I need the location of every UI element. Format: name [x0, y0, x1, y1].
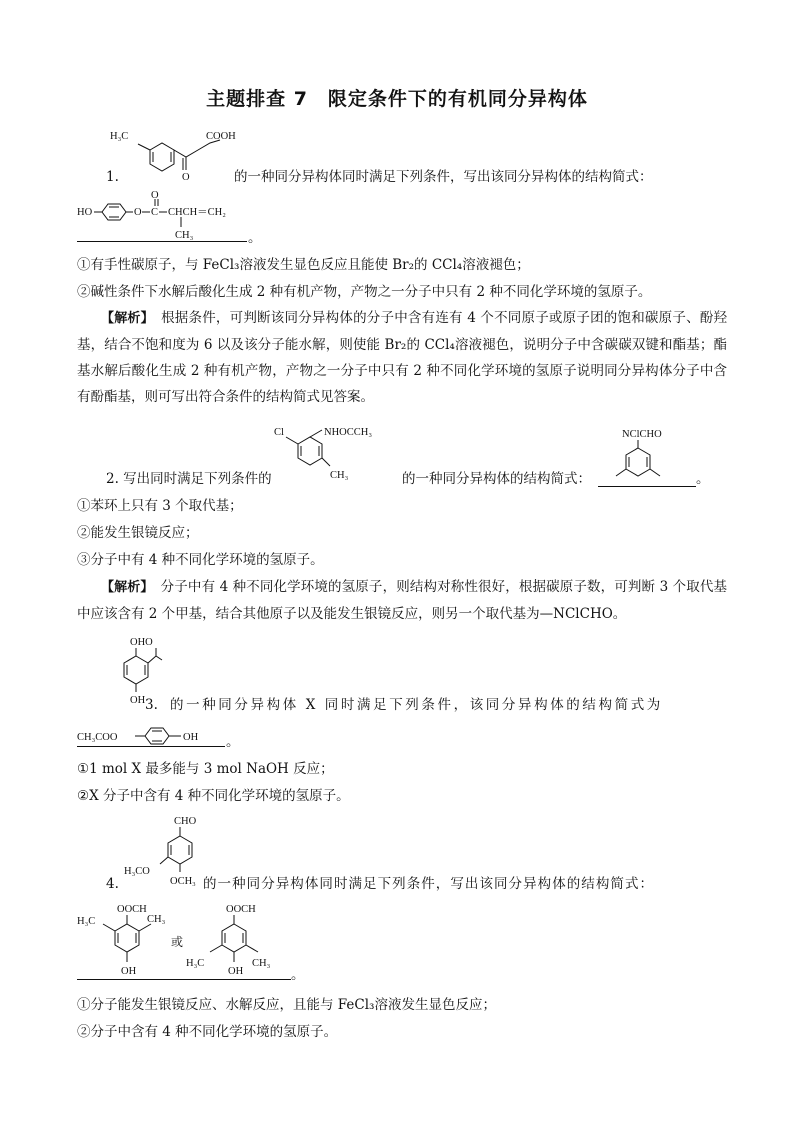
q4-a-ch3: CH₃: [147, 914, 166, 925]
q2-analysis-text: 分子中有 4 种不同化学环境的氢原子，则结构对称性很好，根据碳原子数，可判断 3 个取代基中应该含有 2 个甲基，结合其他原子以及能发生银镜反应，则另一个取代基为—NClCHO。: [77, 579, 728, 622]
q4-answer-underline: [77, 979, 291, 980]
q1-end-mark: 。: [248, 230, 262, 246]
q4-condition-1: ①分子能发生银镜反应、水解反应，且能与 FeCl₃溶液发生显色反应；: [77, 997, 496, 1013]
q1-ans-ho: HO: [77, 207, 93, 218]
q1-analysis: [77, 305, 727, 410]
q2-end-mark: 。: [696, 471, 710, 487]
q1-stem: 的一种同分异构体同时满足下列条件，写出该同分异构体的结构简式：: [234, 169, 653, 185]
q3-answer-underline: [77, 746, 225, 747]
q1-answer-underline: [77, 241, 247, 242]
q1-ans-o2: O: [151, 190, 159, 201]
q4-end-mark: 。: [291, 967, 305, 983]
q3-number: 3.: [145, 697, 158, 713]
q1-analysis-tag: 【解析】: [101, 311, 148, 326]
q4-number: 4.: [106, 876, 119, 892]
q2-analysis: [77, 574, 727, 627]
q2-stem-suffix: 的一种同分异构体的结构简式：: [402, 471, 591, 487]
q4-cho-label: CHO: [174, 816, 197, 827]
q3-oh-label: OH: [130, 695, 146, 706]
q1-number: 1.: [106, 169, 119, 185]
q4-a-h3c: H₃C: [77, 916, 96, 927]
q4-och3-label: OCH₃: [170, 876, 196, 887]
q3-ans-left: CH₃COO: [77, 732, 118, 743]
q1-acid-label: COOH: [206, 131, 236, 142]
q4-answer-b-structure: [186, 902, 286, 978]
page-title: 主题排查 7 限定条件下的有机同分异构体: [206, 88, 588, 110]
q2-condition-3: ③分子中有 4 种不同化学环境的氢原子。: [77, 552, 324, 568]
q3-ans-right: OH: [183, 732, 199, 743]
q3-condition-1: ①1 mol X 最多能与 3 mol NaOH 反应；: [77, 761, 334, 777]
q3-end-mark: 。: [226, 734, 240, 750]
q3-stem: 的一种同分异构体 X 同时满足下列条件，该同分异构体的结构简式为: [170, 697, 663, 713]
q1-reactant-structure: [110, 128, 250, 188]
q2-condition-2: ②能发生银镜反应；: [77, 525, 199, 541]
q1-condition-2: ②碱性条件下水解后酸化生成 2 种有机产物，产物之一分子中只有 2 种不同化学环境的氢原子。: [77, 284, 652, 300]
q1-ans-c: C: [151, 207, 159, 218]
q4-condition-2: ②分子中含有 4 种不同化学环境的氢原子。: [77, 1024, 338, 1040]
q2-answer-underline: [598, 486, 696, 487]
q1-answer-structure: [77, 190, 247, 241]
q2-condition-1: ①苯环上只有 3 个取代基；: [77, 498, 243, 514]
q1-condition-1: ①有手性碳原子，与 FeCl₃溶液发生显色反应且能使 Br₂的 CCl₄溶液褪色；: [77, 257, 530, 273]
q2-answer-structure: [600, 426, 700, 486]
q4-b-ch3: CH₃: [252, 958, 271, 969]
q1-oxygen-label: O: [182, 172, 190, 183]
q3-condition-2: ②X 分子中含有 4 种不同化学环境的氢原子。: [77, 788, 350, 804]
q1-methyl-label: H₃C: [110, 131, 129, 142]
q4-stem: 的一种同分异构体同时满足下列条件，写出该同分异构体的结构简式：: [203, 876, 655, 892]
q2-ch3-label: CH₃: [330, 470, 349, 481]
q2-analysis-tag: 【解析】: [101, 580, 148, 595]
q1-analysis-text: 根据条件，可判断该同分异构体的分子中含有连有 4 个不同原子或原子团的饱和碳原子、酚羟基，结合不饱和度为 6 以及该分子能水解，则使能 Br₂的 CCl₄溶液褪色，说明分子中含碳碳双键和酯基；酯基水解后酸化生成 2 种有机产物，产物之一分子中只有 2 种不同化学环境的氢原子说明同分异构体分子中含有酚酯基，则可写出符合条件的结构简式见答案。: [77, 310, 727, 405]
q4-answer-a-structure: [77, 902, 169, 978]
q1-ans-o1: O: [134, 207, 142, 218]
q3-oho-label: OHO: [130, 637, 153, 648]
q4-or-text: 或: [171, 935, 184, 949]
q4-a-oh: OH: [121, 966, 137, 977]
q1-ans-ch3: CH₃: [175, 230, 194, 241]
q2-stem-prefix: 2. 写出同时满足下列条件的: [106, 471, 272, 487]
q2-reactant-structure: [272, 422, 402, 484]
q2-cl-label: Cl: [274, 427, 284, 438]
q2-answer-label: NClCHO: [622, 429, 662, 440]
q4-b-ooch: OOCH: [226, 904, 256, 915]
q1-ans-chain: CHCH＝CH₂: [168, 207, 226, 218]
q3-answer-structure: [77, 726, 227, 746]
q4-b-h3c: H₃C: [186, 958, 205, 969]
q4-h3co-label: H₃CO: [124, 866, 150, 877]
q2-nh-label: NHOCCH₃: [324, 427, 372, 438]
q4-b-oh: OH: [228, 966, 244, 977]
q4-a-ooch: OOCH: [117, 904, 147, 915]
q4-reactant-structure: [122, 812, 212, 888]
